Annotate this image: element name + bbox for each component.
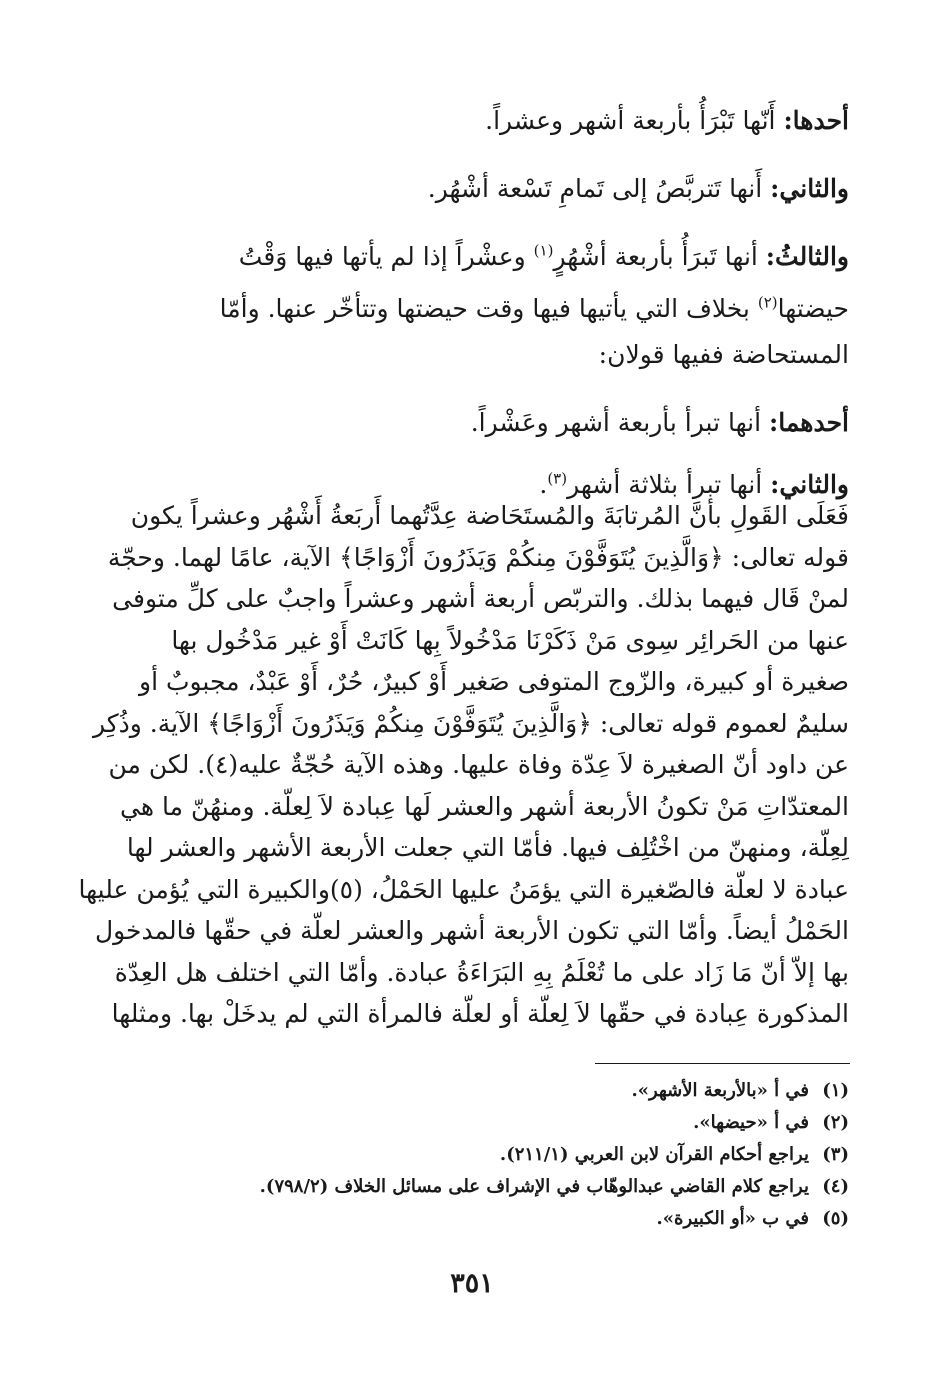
body-line: المذكورة عِبادة في حقّها لاَ لِعلّة أو لعلّة فالمرأة التي لم يدخَلْ بها. ومثلها [111, 999, 849, 1028]
line-second-of-two: والثاني: أنها تبرأ بثلاثة أشهر$^{(٣)}$. [539, 469, 849, 499]
opening-paragraphs [94, 95, 849, 511]
page-number: ٣٥١ [450, 1268, 494, 1299]
body-line: عنها من الحَرائِر سِوى مَنْ ذَكَرْنَا مَدْخُولاً بِها كَانَتْ أَوْ غير مَدْخُول بها [171, 625, 849, 655]
body-line: فَعَلَى القَولِ بأنَّ المُرتابَةَ والمُستَحَاضة عِدَّتُهما أَربَعةُ أَشْهُر وعشراً يكون [130, 501, 849, 530]
body-line: عبادة لا لعلّة فالصّغيرة التي يؤمَنُ عليها الحَمْلُ، (٥)والكبيرة التي يُؤمن عليها [78, 874, 849, 904]
footnote-5: (٥)في ب «أو الكبيرة». [656, 1208, 849, 1229]
footnote-separator [595, 1063, 850, 1064]
body-line: قوله تعالى: ﴿وَالَّذِينَ يُتَوَفَّوْنَ مِنكُمْ وَيَذَرُونَ أَزْوَاجًا﴾ الآية، عامًا لهما. وحجّة [107, 542, 849, 572]
line-third-opinion-cont: حيضتها$^{(٢)}$ بخلاف التي يأتيها فيها وقت حيضتها وتتأخّر عنها. وأمّا [219, 293, 849, 323]
footnote-ref-3[interactable]: (٣) [547, 469, 568, 488]
body-line: صغيرة أو كبيرة، والزّوج المتوفى صَغير أَوْ كبيرٌ، حُرٌ، أَوْ عَبْدٌ، مجبوبٌ أو [139, 667, 849, 696]
footnote-ref-2[interactable]: (٢) [757, 293, 778, 312]
body-line: لمنْ قَال فيهما بذلك. والتربّص أربعة أشهر وعشراً واجبٌ على كلِّ متوفى [112, 584, 849, 613]
body-line: المعتدّاتِ مَنْ تكونُ الأربعة أشهر والعشر لَها عِبادة لاَ لِعلّة. ومنهُنّ ما هي [120, 791, 849, 821]
line-second-opinion: والثاني: أَنها تَتربَّصُ إلى تَمامِ تَسْعة أشْهُر. [427, 174, 849, 203]
footnote-4: (٤)يراجع كلام القاضي عبدالوهّاب في الإشراف على مسائل الخلاف (٧٩٨/٢). [259, 1176, 849, 1197]
line-third-opinion: والثالثُ: أنها تَبرَأُ بأربعة أشْهُرٍ$^{(١)}$ وعشْراً إذا لم يأتها فيها وَقْتُ [238, 241, 849, 271]
footnote-1: (١)في أ «بالأربعة الأشهر». [631, 1080, 849, 1101]
line-first-opinion: أحدها: أَنّها تَبْرَأُ بأربعة أشهر وعشراً. [485, 106, 849, 135]
footnotes [94, 1075, 849, 1235]
footnote-3: (٣)يراجع أحكام القرآن لابن العربي (٢١١/١). [499, 1144, 849, 1165]
body-line: لِعِلّة، ومنهنّ من اخْتُلِف فيها. فأمّا التي جعلت الأربعة الأشهر والعشر لها [126, 833, 849, 862]
body-line: عن داود أنّ الصغيرة لاَ عِدّة وفاة عليها. وهذه الآية حُجّةٌ عليه(٤). لكن من [108, 750, 849, 779]
line-istihada: المستحاضة ففيها قولان: [598, 340, 849, 369]
line-first-of-two: أحدهما: أنها تبرأ بأربعة أشهر وعَشْراً. [470, 408, 849, 437]
body-line: سليمٌ لعموم قوله تعالى: ﴿وَالَّذِينَ يُتَوَفَّوْنَ مِنكُمْ وَيَذَرُونَ أَزْوَاجًا﴾ الآية. وذُكِر [92, 708, 849, 738]
body-line: الحَمْلُ أيضاً. وأمّا التي تكون الأربعة أشهر والعشر لعلّة في حقّها فالمدخول [94, 916, 849, 945]
body-line: بها إلاّ أنّ مَا زَاد على ما تُعْلَمُ بِهِ البَرَاءَةُ عبادة. وأمّا التي اختلف هل العِدّة [114, 957, 849, 987]
main-body-paragraph [78, 495, 849, 1035]
footnote-ref-1[interactable]: (١) [533, 241, 554, 260]
footnote-2: (٢)في أ «حيضها». [693, 1112, 849, 1133]
